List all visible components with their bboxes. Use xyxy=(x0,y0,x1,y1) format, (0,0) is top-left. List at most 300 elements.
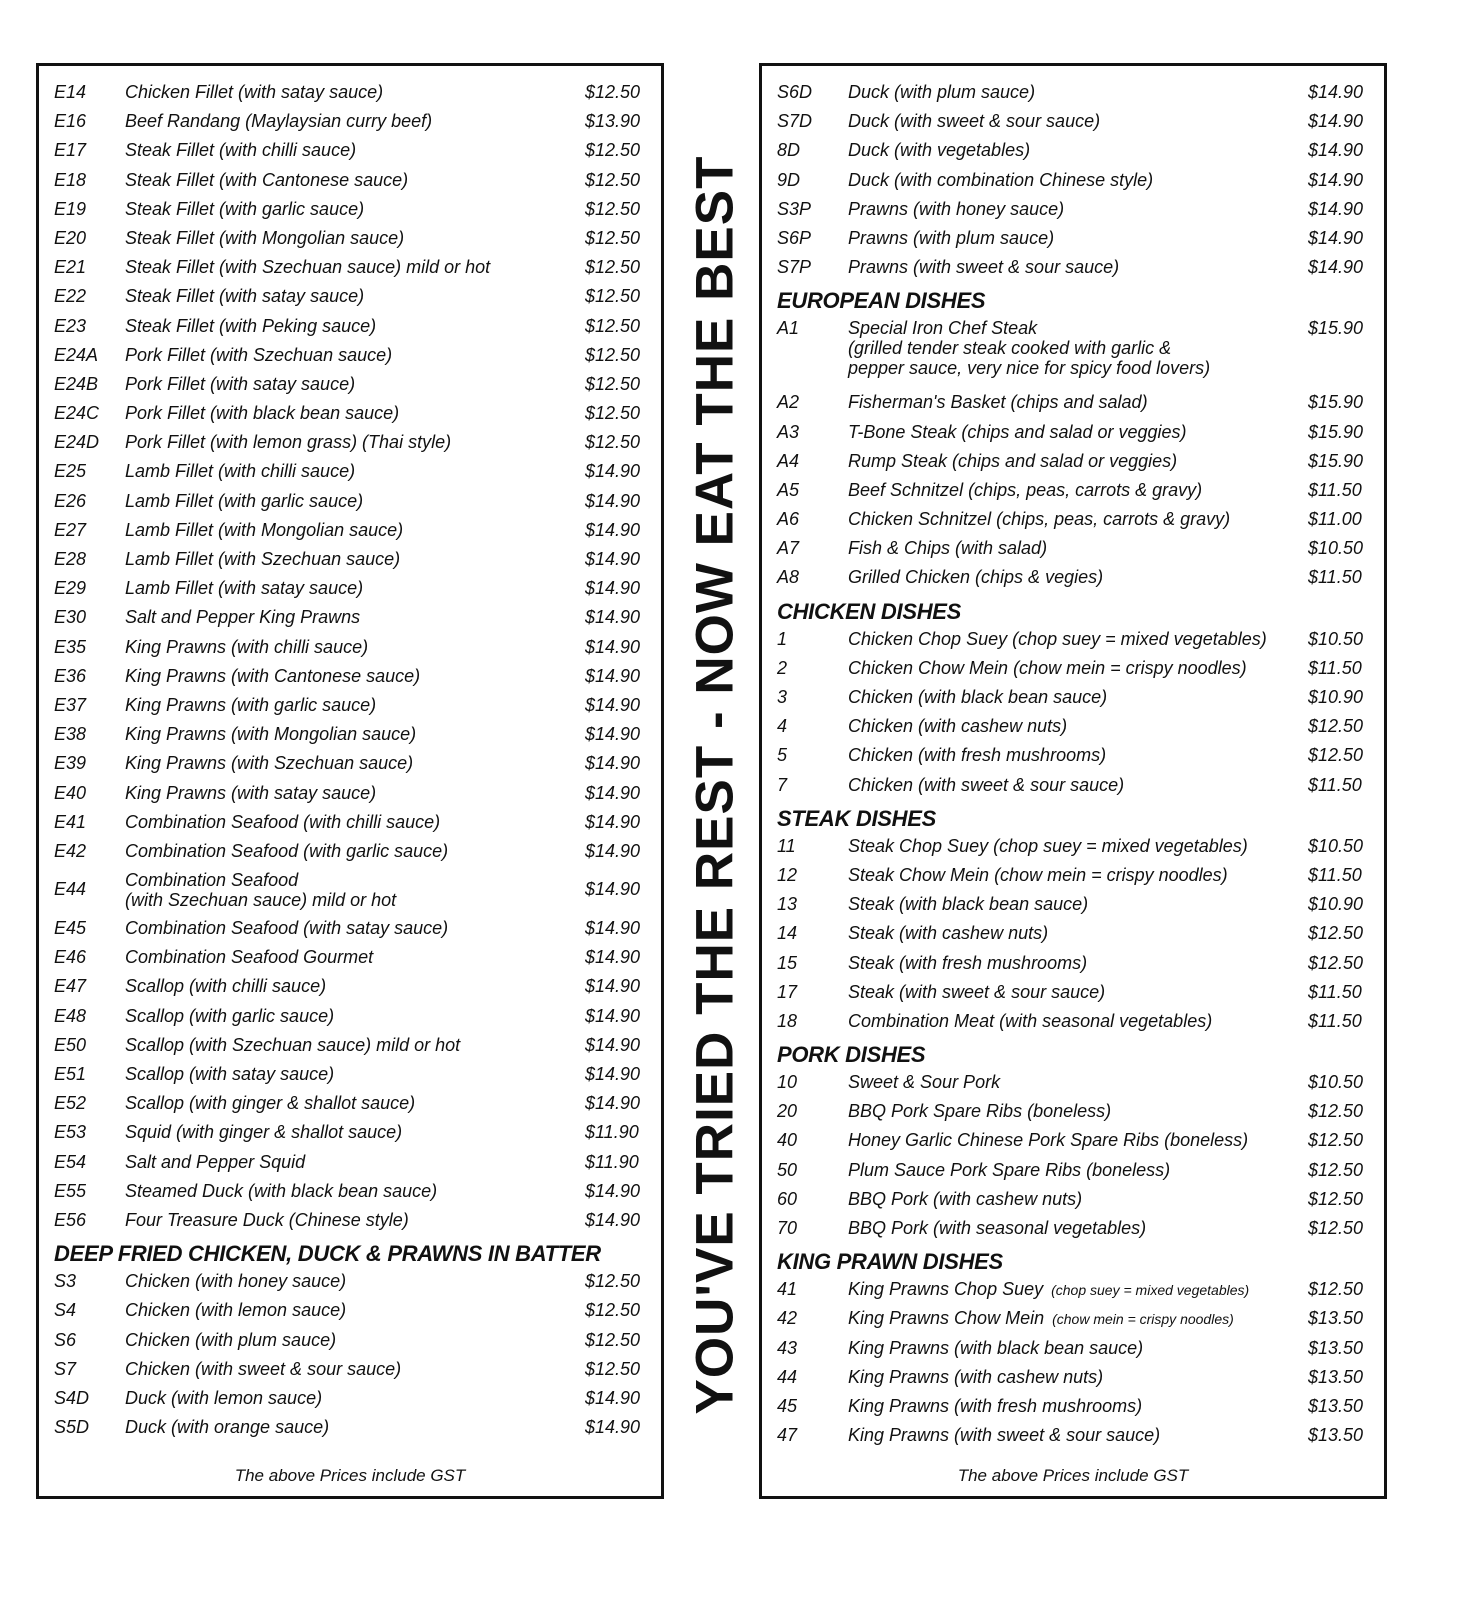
item-name xyxy=(125,914,448,943)
item-code: 41 xyxy=(777,1279,798,1300)
item-name xyxy=(125,1267,346,1296)
item-name-text: Combination Seafood Gourmet xyxy=(125,947,374,968)
item-price: $11.50 xyxy=(1308,774,1362,795)
item-name xyxy=(848,476,1202,505)
item-code: 20 xyxy=(777,1101,798,1122)
item-name xyxy=(848,1421,1160,1450)
item-name-text: Steak (with black bean sauce) xyxy=(848,894,1089,915)
menu-item xyxy=(762,136,1384,165)
menu-item xyxy=(39,136,661,165)
item-name xyxy=(848,1275,1249,1305)
item-code: S6P xyxy=(777,227,812,248)
item-name-text: King Prawns (with satay sauce) xyxy=(125,782,377,803)
item-price: $12.50 xyxy=(585,198,641,219)
menu-item xyxy=(39,224,661,253)
item-code: E30 xyxy=(54,607,87,628)
section-heading: DEEP FRIED CHICKEN, DUCK & PRAWNS IN BATTER xyxy=(54,1241,601,1267)
item-name xyxy=(125,428,451,457)
item-name xyxy=(848,741,1106,770)
item-name xyxy=(125,837,448,866)
item-code: E29 xyxy=(54,578,87,599)
item-code: 50 xyxy=(777,1159,798,1180)
item-name-text: King Prawns (with garlic sauce) xyxy=(125,694,377,715)
menu-item xyxy=(762,1156,1384,1185)
item-code: S7D xyxy=(777,111,813,132)
item-price: $12.50 xyxy=(1308,1130,1364,1151)
item-price: $14.90 xyxy=(585,1417,641,1438)
menu-item xyxy=(39,749,661,778)
item-price: $14.90 xyxy=(585,549,641,569)
item-price: $13.50 xyxy=(1308,1308,1364,1329)
item-name-text: Pork Fillet (with black bean sauce) xyxy=(125,403,400,424)
item-name xyxy=(848,78,1035,107)
item-code: 5 xyxy=(777,745,788,766)
menu-item xyxy=(762,832,1384,861)
item-code: 3 xyxy=(777,687,788,707)
menu-item xyxy=(762,1007,1384,1036)
menu-item xyxy=(762,861,1384,890)
item-name xyxy=(125,136,356,165)
item-code: A4 xyxy=(777,450,800,471)
menu-item xyxy=(39,574,661,603)
item-name xyxy=(125,1206,409,1235)
item-code: E35 xyxy=(54,636,87,657)
item-name-text: Pork Fillet (with lemon grass) (Thai style) xyxy=(125,432,452,453)
item-price: $14.90 xyxy=(585,782,641,803)
item-code: 2 xyxy=(777,657,788,678)
item-code: E26 xyxy=(54,490,87,511)
menu-item xyxy=(762,1126,1384,1155)
item-name xyxy=(125,1118,402,1147)
item-code: E53 xyxy=(54,1122,87,1143)
item-code: 42 xyxy=(777,1308,798,1329)
item-code: 18 xyxy=(777,1010,798,1031)
item-code: S5D xyxy=(54,1417,90,1438)
item-name xyxy=(848,1392,1142,1421)
item-code: 60 xyxy=(777,1188,798,1209)
item-price: $14.90 xyxy=(1308,198,1364,219)
item-code: E20 xyxy=(54,227,87,248)
item-price: $15.90 xyxy=(1308,318,1364,339)
item-code: 45 xyxy=(777,1395,798,1416)
gst-note: The above Prices include GST xyxy=(234,1466,466,1485)
item-name xyxy=(848,253,1119,282)
item-name-text: Scallop (with ginger & shallot sauce) xyxy=(125,1093,416,1114)
item-price: $10.90 xyxy=(1308,687,1364,707)
menu-item xyxy=(39,1413,661,1442)
item-name xyxy=(125,574,363,603)
item-description: (with Szechuan sauce) mild or hot xyxy=(125,890,397,911)
item-name xyxy=(125,1148,305,1177)
item-name-text: Scallop (with garlic sauce) xyxy=(125,1005,335,1026)
item-price: $15.90 xyxy=(1308,421,1364,442)
item-code: 44 xyxy=(777,1366,798,1387)
item-name xyxy=(125,224,404,253)
item-name xyxy=(125,662,420,691)
menu-item xyxy=(762,1392,1384,1421)
menu-item xyxy=(39,1089,661,1118)
item-name-text: Steak Fillet (with chilli sauce) xyxy=(125,140,357,161)
item-name-text: Steak Chow Mein (chow mein = crispy noodles) xyxy=(848,864,1228,885)
item-name-text: Chicken Schnitzel (chips, peas, carrots & gravy) xyxy=(848,509,1231,530)
item-name-text: Combination Seafood xyxy=(125,870,299,891)
item-name-text: Chicken (with plum sauce) xyxy=(125,1329,337,1350)
item-name xyxy=(848,1304,1234,1334)
menu-item xyxy=(762,625,1384,654)
item-name-text: Steak Fillet (with Peking sauce) xyxy=(125,315,377,336)
item-name-text: Fisherman's Basket (chips and salad) xyxy=(848,392,1148,413)
menu-item xyxy=(39,107,661,136)
item-price: $12.50 xyxy=(585,1329,641,1350)
item-name xyxy=(848,136,1030,165)
item-code: A7 xyxy=(777,538,800,559)
item-name xyxy=(125,1355,401,1384)
item-name-text: Lamb Fillet (with garlic sauce) xyxy=(125,490,364,511)
menu-item xyxy=(762,418,1384,447)
section-heading: KING PRAWN DISHES xyxy=(777,1249,1003,1275)
item-code: E54 xyxy=(54,1151,87,1172)
item-price: $14.90 xyxy=(585,519,641,540)
item-price: $13.90 xyxy=(585,111,641,132)
item-code: 14 xyxy=(777,923,798,944)
item-price: $12.50 xyxy=(585,373,641,394)
item-code: 1 xyxy=(777,628,788,649)
item-name-text: T-Bone Steak (chips and salad or veggies) xyxy=(848,421,1187,442)
menu-item xyxy=(762,78,1384,107)
item-code: E24A xyxy=(54,344,99,365)
item-name-text: Grilled Chicken (chips & vegies) xyxy=(848,567,1104,588)
item-name xyxy=(125,399,399,428)
item-code: 9D xyxy=(777,169,801,190)
menu-item xyxy=(762,314,1384,388)
menu-item xyxy=(39,341,661,370)
item-name-text: Steak (with cashew nuts) xyxy=(848,923,1049,944)
item-price: $12.50 xyxy=(585,432,641,453)
item-code: 17 xyxy=(777,981,798,1002)
item-name xyxy=(125,972,326,1001)
menu-item xyxy=(39,1267,661,1296)
item-code: E24D xyxy=(54,432,100,453)
item-name-text: Special Iron Chef Steak xyxy=(848,318,1038,339)
item-price: $14.90 xyxy=(585,1093,641,1114)
item-name-text: Combination Seafood (with garlic sauce) xyxy=(125,840,449,861)
item-code: 15 xyxy=(777,952,798,973)
menu-item xyxy=(39,943,661,972)
item-price: $10.50 xyxy=(1308,835,1364,856)
menu-item xyxy=(39,837,661,866)
menu-item xyxy=(39,78,661,107)
menu-item xyxy=(762,949,1384,978)
item-name-text: Chicken (with lemon sauce) xyxy=(125,1300,347,1321)
menu-item xyxy=(762,1097,1384,1126)
item-name xyxy=(125,457,355,486)
item-name-text: Chicken (with sweet & sour sauce) xyxy=(125,1358,402,1379)
menu-item xyxy=(762,771,1384,800)
item-name xyxy=(848,1126,1248,1155)
item-name-text: Steak Fillet (with Szechuan sauce) mild or hot xyxy=(125,257,491,278)
item-name xyxy=(848,832,1248,861)
item-price: $11.00 xyxy=(1308,509,1362,530)
item-name xyxy=(125,691,376,720)
item-code: A1 xyxy=(777,318,800,339)
item-price: $14.90 xyxy=(585,918,641,939)
item-name-text: Salt and Pepper King Prawns xyxy=(125,607,361,628)
menu-item xyxy=(762,919,1384,948)
item-name xyxy=(125,603,360,632)
menu-item xyxy=(762,224,1384,253)
item-name-text: Prawns (with plum sauce) xyxy=(848,227,1055,248)
item-name-text: King Prawns Chop Suey xyxy=(848,1279,1044,1300)
item-name-text: Lamb Fillet (with chilli sauce) xyxy=(125,461,356,482)
item-code: A6 xyxy=(777,509,800,530)
item-price: $12.50 xyxy=(1308,1159,1364,1180)
menu-item xyxy=(39,1002,661,1031)
menu-item xyxy=(762,683,1384,712)
menu-panel-left xyxy=(36,63,664,1499)
item-name-text: King Prawns Chow Mein xyxy=(848,1308,1045,1329)
item-price: $14.90 xyxy=(585,1387,641,1408)
item-code: E37 xyxy=(54,694,87,715)
item-name-text: Steak Chop Suey (chop suey = mixed vegetables) xyxy=(848,835,1248,856)
item-name xyxy=(125,749,413,778)
section-heading: STEAK DISHES xyxy=(777,805,936,831)
item-price: $14.90 xyxy=(585,1005,641,1026)
item-price: $12.50 xyxy=(1308,745,1364,766)
item-price: $12.50 xyxy=(585,227,641,248)
item-name-text: Chicken Fillet (with satay sauce) xyxy=(125,82,384,102)
item-price: $12.50 xyxy=(1308,716,1364,737)
item-name xyxy=(125,166,408,195)
menu-item xyxy=(39,1060,661,1089)
menu-item xyxy=(762,447,1384,476)
menu-item xyxy=(762,476,1384,505)
menu-item xyxy=(39,691,661,720)
item-name xyxy=(125,545,400,574)
menu-item xyxy=(39,457,661,486)
item-price: $13.50 xyxy=(1308,1425,1364,1446)
item-name xyxy=(125,253,490,282)
menu-item xyxy=(762,1421,1384,1450)
item-name-text: Duck (with sweet & sour sauce) xyxy=(848,111,1101,132)
menu-item xyxy=(39,808,661,837)
item-name-text: King Prawns (with sweet & sour sauce) xyxy=(848,1425,1161,1446)
item-name xyxy=(125,516,403,545)
item-name xyxy=(125,78,383,107)
item-name-text: Duck (with orange sauce) xyxy=(125,1417,330,1438)
item-price: $14.90 xyxy=(585,490,641,511)
item-price: $13.50 xyxy=(1308,1395,1364,1416)
menu-item xyxy=(39,195,661,224)
item-code: E50 xyxy=(54,1034,87,1055)
item-price: $11.90 xyxy=(585,1122,639,1143)
item-price: $14.90 xyxy=(585,947,641,968)
item-note: (chow mein = crispy noodles) xyxy=(1052,1311,1234,1328)
item-code: S6D xyxy=(777,82,813,102)
menu-item xyxy=(39,253,661,282)
item-code: 8D xyxy=(777,140,801,161)
item-code: S6 xyxy=(54,1329,77,1350)
item-code: E47 xyxy=(54,976,87,997)
item-name xyxy=(848,195,1064,224)
item-name xyxy=(848,418,1187,447)
menu-item xyxy=(762,505,1384,534)
item-name xyxy=(848,861,1228,890)
item-name xyxy=(848,625,1267,654)
item-name xyxy=(848,534,1047,563)
item-code: E27 xyxy=(54,519,87,540)
item-name-text: Chicken Chop Suey (chop suey = mixed vegetables) xyxy=(848,628,1267,649)
item-price: $12.50 xyxy=(585,82,641,102)
menu-item xyxy=(39,1206,661,1235)
item-price: $11.90 xyxy=(585,1151,639,1172)
menu-panel-right xyxy=(759,63,1387,1499)
item-price: $14.90 xyxy=(585,694,641,715)
item-name xyxy=(125,1031,460,1060)
item-name xyxy=(848,1097,1111,1126)
item-name xyxy=(848,447,1177,476)
item-name-text: Steak Fillet (with Cantonese sauce) xyxy=(125,169,409,190)
item-description: (grilled tender steak cooked with garlic & xyxy=(848,338,1172,359)
item-name xyxy=(125,370,355,399)
item-name xyxy=(848,388,1148,417)
item-name xyxy=(125,1177,437,1206)
menu-item xyxy=(762,534,1384,563)
item-price: $14.90 xyxy=(1308,257,1364,278)
item-name-text: Chicken (with fresh mushrooms) xyxy=(848,745,1107,766)
item-name-text: Duck (with combination Chinese style) xyxy=(848,169,1154,190)
item-price: $12.50 xyxy=(1308,1218,1364,1238)
menu-item xyxy=(39,1118,661,1147)
item-price: $12.50 xyxy=(585,344,641,365)
item-price: $14.90 xyxy=(585,879,641,900)
item-code: 47 xyxy=(777,1425,798,1446)
menu-list xyxy=(762,78,1384,1450)
item-name xyxy=(125,1089,415,1118)
item-name-text: Lamb Fillet (with Mongolian sauce) xyxy=(125,519,404,540)
item-name-text: Steak Fillet (with satay sauce) xyxy=(125,286,365,307)
item-price: $14.90 xyxy=(585,724,641,745)
item-name xyxy=(848,1068,1000,1097)
menu-item xyxy=(762,166,1384,195)
item-price: $15.90 xyxy=(1308,450,1364,471)
item-description: pepper sauce, very nice for spicy food lovers) xyxy=(848,358,1211,379)
item-name xyxy=(848,949,1087,978)
item-name xyxy=(125,1296,346,1325)
item-code: 10 xyxy=(777,1072,798,1093)
item-price: $12.50 xyxy=(585,286,641,307)
menu-item xyxy=(39,1031,661,1060)
item-price: $12.50 xyxy=(585,315,641,336)
item-name-text: Steak Fillet (with Mongolian sauce) xyxy=(125,227,405,248)
item-price: $10.50 xyxy=(1308,1072,1364,1093)
item-name xyxy=(848,771,1124,800)
menu-item xyxy=(39,720,661,749)
item-name xyxy=(848,318,1210,378)
item-code: 13 xyxy=(777,894,798,915)
item-name xyxy=(848,224,1054,253)
item-name-text: Lamb Fillet (with satay sauce) xyxy=(125,578,364,599)
item-name xyxy=(125,1413,329,1442)
item-price: $12.50 xyxy=(585,140,641,161)
menu-item xyxy=(762,563,1384,592)
item-name-text: Pork Fillet (with Szechuan sauce) xyxy=(125,344,393,365)
item-code: 40 xyxy=(777,1130,798,1151)
item-price: $14.90 xyxy=(585,1034,641,1055)
item-name xyxy=(848,563,1103,592)
item-price: $14.90 xyxy=(585,1064,641,1084)
menu-item xyxy=(39,487,661,516)
item-name-text: Duck (with lemon sauce) xyxy=(125,1387,323,1408)
item-name-text: Steamed Duck (with black bean sauce) xyxy=(125,1180,438,1201)
item-code: E39 xyxy=(54,753,87,774)
item-name-text: Duck (with plum sauce) xyxy=(848,82,1036,102)
menu-item xyxy=(39,516,661,545)
item-price: $11.50 xyxy=(1308,479,1362,500)
item-price: $14.90 xyxy=(585,811,641,832)
item-name xyxy=(848,1185,1082,1214)
item-code: S3 xyxy=(54,1271,77,1292)
item-price: $11.50 xyxy=(1308,657,1362,678)
menu-item xyxy=(762,1304,1384,1333)
item-code: E46 xyxy=(54,947,87,968)
menu-item xyxy=(39,166,661,195)
item-price: $12.50 xyxy=(585,403,641,424)
item-name xyxy=(125,1326,336,1355)
item-code: S4 xyxy=(54,1300,77,1321)
item-price: $12.50 xyxy=(1308,952,1364,973)
menu-item xyxy=(762,1068,1384,1097)
item-code: E18 xyxy=(54,169,87,190)
item-code: E19 xyxy=(54,198,87,219)
menu-item xyxy=(39,1355,661,1384)
item-name xyxy=(125,1060,334,1089)
item-code: 7 xyxy=(777,774,788,795)
item-code: E21 xyxy=(54,257,87,278)
item-price: $10.50 xyxy=(1308,628,1364,649)
item-price: $10.90 xyxy=(1308,894,1364,915)
item-name-text: Combination Meat (with seasonal vegetables) xyxy=(848,1010,1213,1031)
item-name xyxy=(848,1214,1146,1243)
item-note: (chop suey = mixed vegetables) xyxy=(1051,1282,1250,1299)
item-price: $12.50 xyxy=(1308,1188,1364,1209)
item-price: $14.90 xyxy=(585,607,641,628)
menu-item xyxy=(762,1363,1384,1392)
menu-item xyxy=(762,1275,1384,1304)
item-name-text: Fish & Chips (with salad) xyxy=(848,538,1048,559)
item-code: S4D xyxy=(54,1387,90,1408)
item-price: $12.50 xyxy=(585,1271,641,1292)
item-name-text: King Prawns (with chilli sauce) xyxy=(125,636,369,657)
item-name-text: Lamb Fillet (with Szechuan sauce) xyxy=(125,549,401,569)
menu-item xyxy=(39,633,661,662)
item-name xyxy=(848,978,1105,1007)
item-name-text: Plum Sauce Pork Spare Ribs (boneless) xyxy=(848,1159,1171,1180)
item-price: $12.50 xyxy=(1308,923,1364,944)
menu-item xyxy=(762,253,1384,282)
item-name-text: Combination Seafood (with satay sauce) xyxy=(125,918,449,939)
item-code: S3P xyxy=(777,198,812,219)
item-name-text: Four Treasure Duck (Chinese style) xyxy=(125,1209,409,1230)
item-price: $12.50 xyxy=(585,257,641,278)
item-name-text: Combination Seafood (with chilli sauce) xyxy=(125,811,441,832)
menu-item xyxy=(39,399,661,428)
item-price: $10.50 xyxy=(1308,538,1364,559)
item-name-text: BBQ Pork Spare Ribs (boneless) xyxy=(848,1101,1112,1122)
menu-item xyxy=(39,866,661,914)
item-price: $15.90 xyxy=(1308,392,1364,413)
item-code: E28 xyxy=(54,549,87,569)
item-price: $12.50 xyxy=(585,1358,641,1379)
